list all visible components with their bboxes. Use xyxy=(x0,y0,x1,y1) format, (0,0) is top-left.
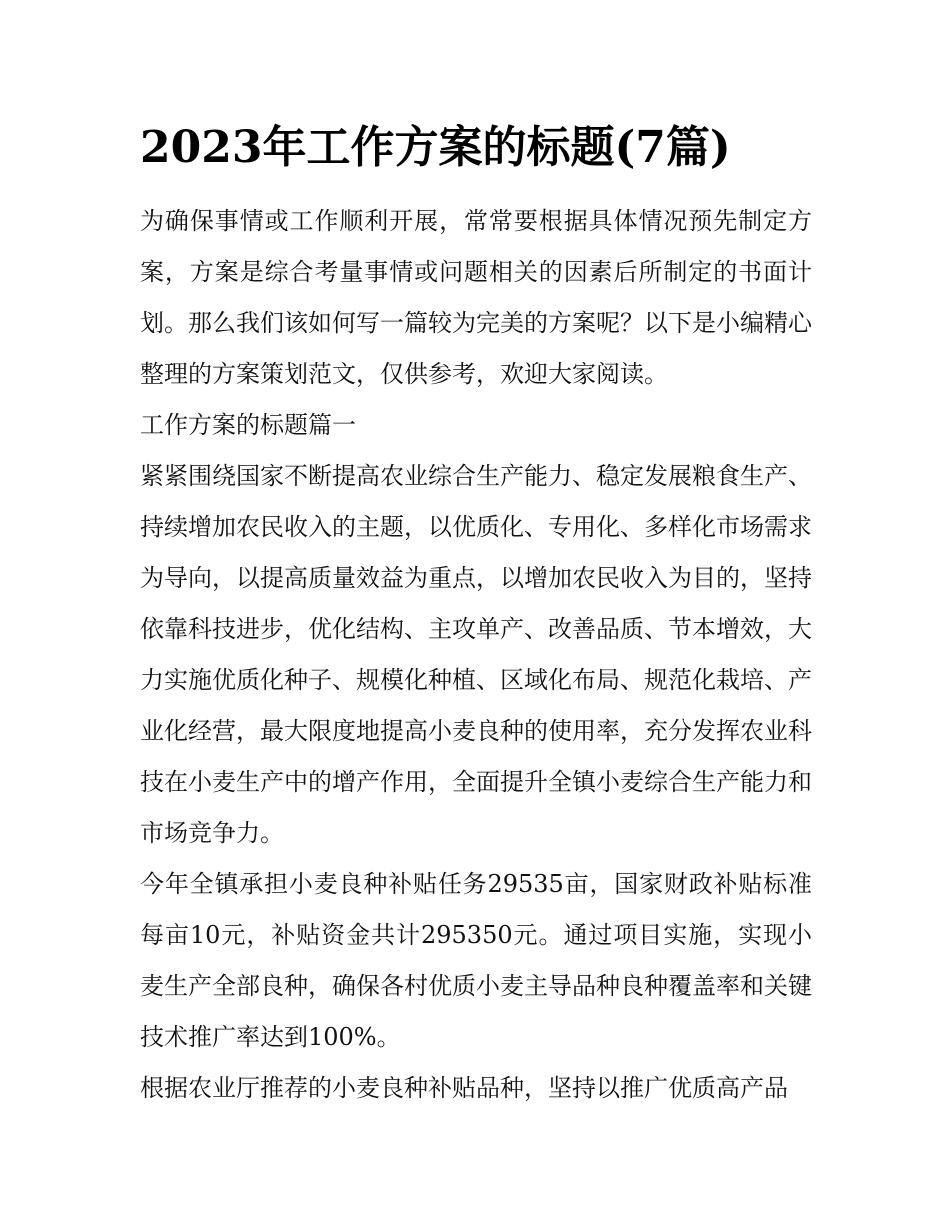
body-paragraph-goals: 紧紧围绕国家不断提高农业综合生产能力、稳定发展粮食生产、持续增加农民收入的主题，以优质化、专用化、多样化市场需求为导向，以提高质量效益为重点，以增加农民收入为目的，坚持依靠科技进步，优化结构、主攻单产、改善品质、节本增效，大力实施优质化种子、规模化种植、区域化布局、规范化栽培、产业化经营，最大限度地提高小麦良种的使用率，充分发挥农业科技在小麦生产中的增产作用，全面提升全镇小麦综合生产能力和市场竞争力。 xyxy=(140,462,812,847)
intro-paragraph: 为确保事情或工作顺利开展，常常要根据具体情况预先制定方案，方案是综合考量事情或问题相关的因素后所制定的书面计划。那么我们该如何写一篇较为完美的方案呢？以下是小编精心整理的方案策划范文，仅供参考，欢迎大家阅读。 xyxy=(140,207,812,388)
document-title: 2023年工作方案的标题(7篇) xyxy=(140,122,731,173)
section-heading: 工作方案的标题篇一 xyxy=(140,411,356,439)
body-paragraph-varieties: 根据农业厅推荐的小麦良种补贴品种，坚持以推广优质高产品 xyxy=(140,1074,788,1102)
body-paragraph-subsidy: 今年全镇承担小麦良种补贴任务29535亩，国家财政补贴标准每亩10元，补贴资金共计295350元。通过项目实施，实现小麦生产全部良种，确保各村优质小麦主导品种良种覆盖率和关键技术推广率达到100%。 xyxy=(140,870,812,1051)
document-body xyxy=(140,112,812,1114)
